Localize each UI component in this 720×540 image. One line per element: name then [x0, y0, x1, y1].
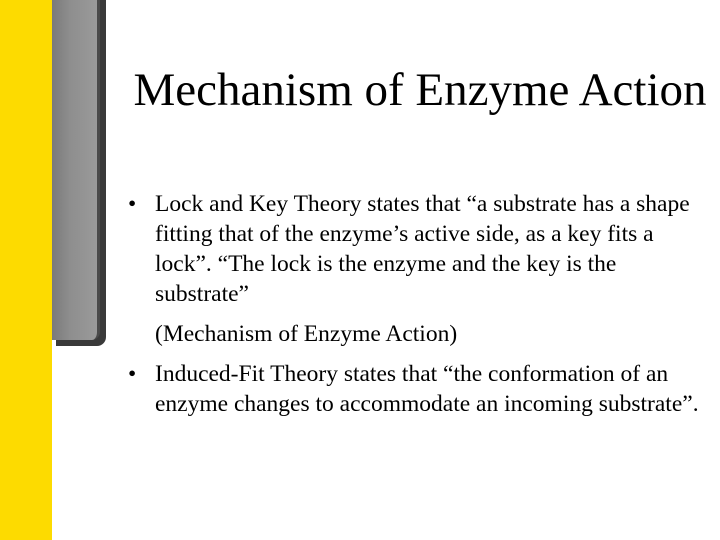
gray-side-bar — [52, 0, 100, 340]
bullet-text: Lock and Key Theory states that “a substrate has a shape fitting that of the enzyme’s active side, as a key fits a lock”. “The lock is the enzyme and the key is the substrate” — [155, 191, 690, 307]
bullet-marker: • — [128, 191, 137, 217]
bullet-marker: • — [128, 361, 137, 387]
yellow-side-band — [0, 0, 52, 540]
citation-text: (Mechanism of Enzyme Action) — [155, 321, 458, 347]
bullet-lock-and-key — [128, 189, 708, 309]
slide-title: Mechanism of Enzyme Action — [133, 64, 707, 116]
bullet-text: Induced-Fit Theory states that “the conformation of an enzyme changes to accommodate an incoming substrate”. — [155, 361, 699, 417]
slide-body — [128, 189, 708, 419]
bullet-induced-fit — [128, 359, 708, 419]
